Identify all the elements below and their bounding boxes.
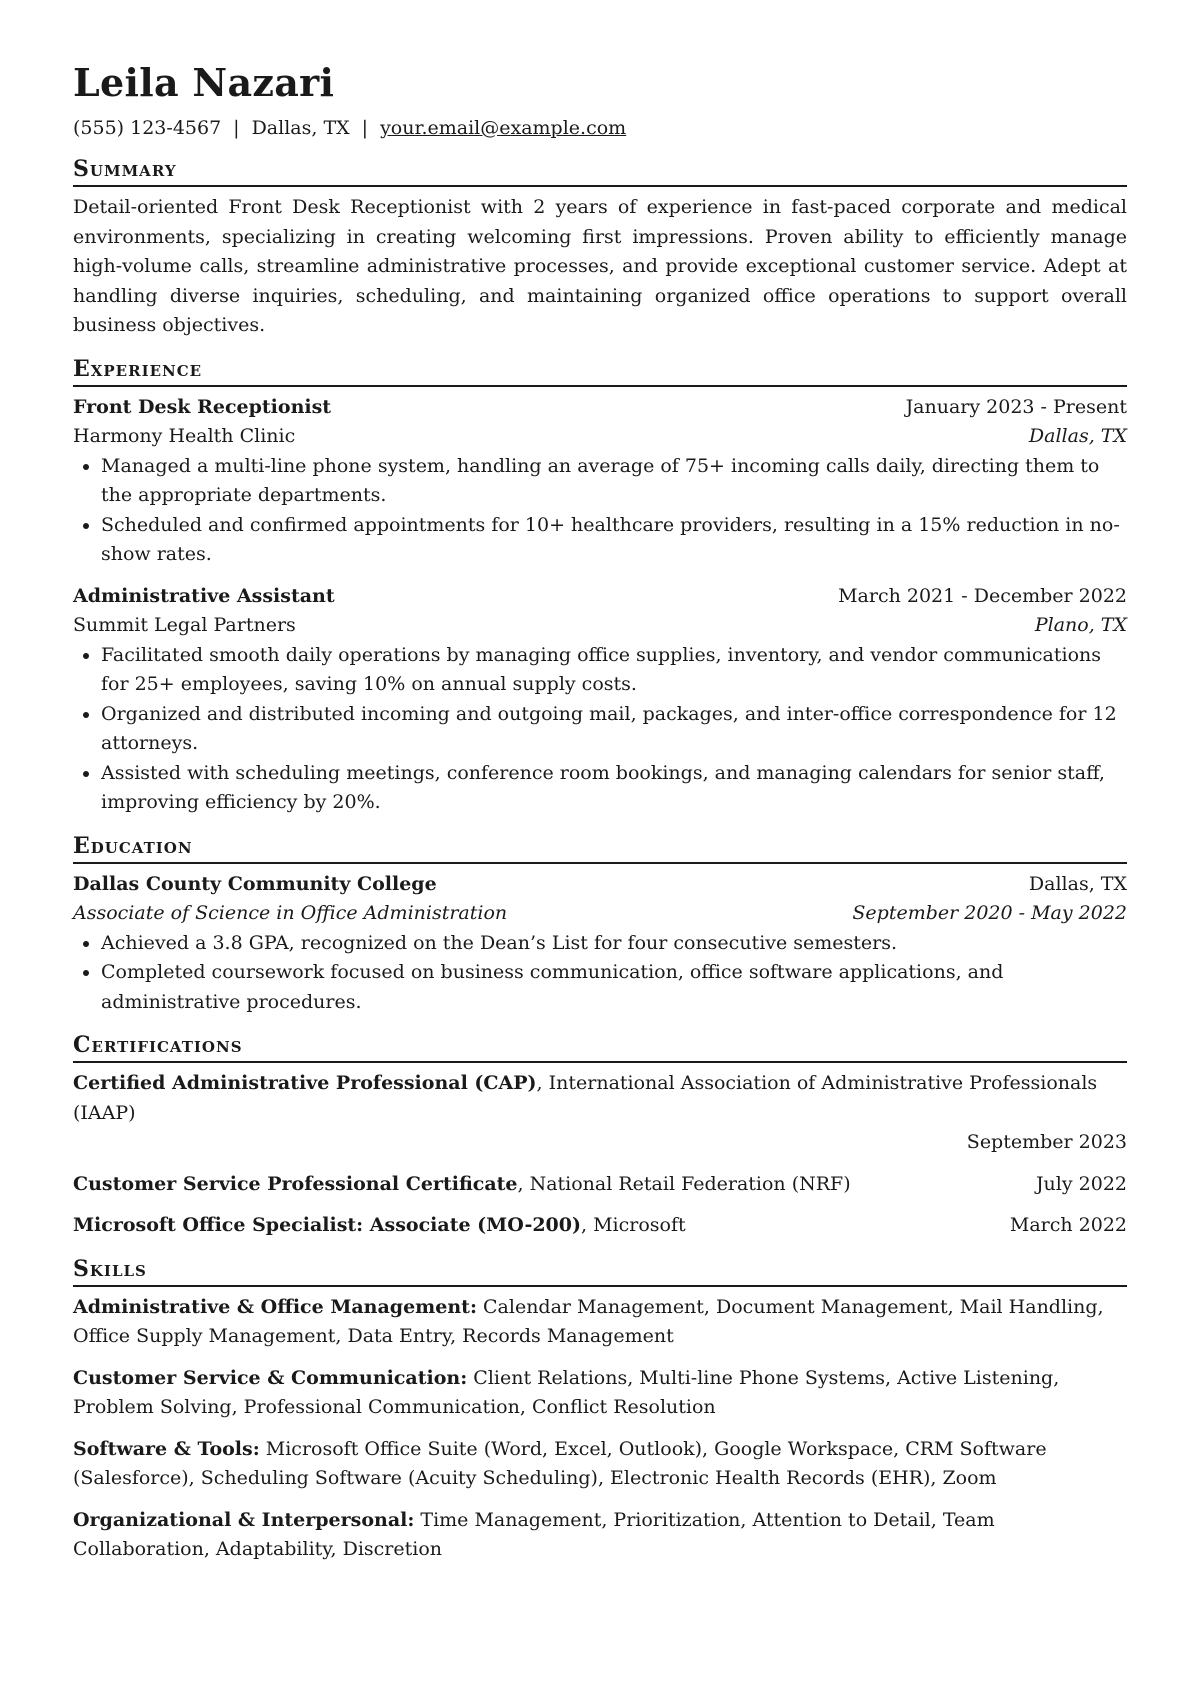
job-bullets xyxy=(73,641,1127,818)
education-section xyxy=(73,831,1127,1018)
certification-date: September 2023 xyxy=(966,1131,1127,1153)
certification-issuer: , International Association of Administrative Professionals (IAAP) xyxy=(73,1072,1098,1124)
bullet-item: • Assisted with scheduling meetings, conference room bookings, and managing calendars for senior staff, improving efficiency by 20%. xyxy=(101,759,1127,818)
job-company: Summit Legal Partners xyxy=(73,614,296,636)
bullet-item: • Organized and distributed incoming and outgoing mail, packages, and inter-office correspondence for 12 attorneys. xyxy=(101,700,1127,759)
school-name: Dallas County Community College xyxy=(73,872,437,895)
certification-issuer: , Microsoft xyxy=(581,1214,686,1236)
education-bullets xyxy=(73,929,1127,1018)
certification-name: Customer Service Professional Certificate xyxy=(73,1172,518,1195)
bullet-item: • Scheduled and confirmed appointments for 10+ healthcare providers, resulting in a 15% reduction in no-show rates. xyxy=(101,511,1127,570)
skill-group xyxy=(73,1506,1127,1565)
section-title-experience: Experience xyxy=(73,354,1127,387)
skill-group xyxy=(73,1293,1127,1352)
degree-name: Associate of Science in Office Administration xyxy=(73,902,508,924)
certifications-section xyxy=(73,1030,1127,1241)
skill-group-label: Software & Tools: xyxy=(73,1437,260,1460)
job-company: Harmony Health Clinic xyxy=(73,425,296,447)
skill-group-label: Customer Service & Communication: xyxy=(73,1366,468,1389)
bullet-item: • Achieved a 3.8 GPA, recognized on the Dean’s List for four consecutive semesters. xyxy=(101,929,1127,959)
skill-group-values: Time Management, Prioritization, Attention to Detail, Team Collaboration, Adaptability, Discretion xyxy=(73,1508,995,1560)
summary-section xyxy=(73,154,1127,341)
location: Dallas, TX xyxy=(251,117,350,139)
skill-group xyxy=(73,1435,1127,1494)
certification-entry xyxy=(73,1211,1127,1241)
skill-group-label: Organizational & Interpersonal: xyxy=(73,1508,415,1531)
bullet-item: • Managed a multi-line phone system, handling an average of 75+ incoming calls daily, directing them to the appropriate departments. xyxy=(101,452,1127,511)
section-title-certifications: Certifications xyxy=(73,1030,1127,1063)
job-entry xyxy=(73,582,1127,818)
school-location: Dallas, TX xyxy=(1028,872,1127,895)
skill-group-values: Calendar Management, Document Management, Mail Handling, Office Supply Management, Data Entry, Records Management xyxy=(73,1295,1104,1347)
section-title-summary: Summary xyxy=(73,154,1127,187)
job-dates: March 2021 - December 2022 xyxy=(838,584,1127,607)
summary-text: Detail-oriented Front Desk Receptionist with 2 years of experience in fast-paced corporate and medical environments, specializing in creating welcoming first impressions. Proven ability to efficiently manage high-volume calls, streamline administrative processes, and provide exceptional customer service. Adept at handling diverse inquiries, scheduling, and maintaining organized office operations to support overall business objectives. xyxy=(73,196,1127,336)
certification-date: March 2022 xyxy=(1009,1214,1127,1236)
job-entry xyxy=(73,393,1127,570)
certification-date: July 2022 xyxy=(1035,1172,1127,1195)
bullet-item: • Completed coursework focused on business communication, office software applications, and administrative procedures. xyxy=(101,958,1127,1017)
skill-group-label: Administrative & Office Management: xyxy=(73,1295,477,1318)
job-role: Front Desk Receptionist xyxy=(73,395,332,418)
email-link[interactable]: your.email@example.com xyxy=(380,117,627,139)
certification-name: Microsoft Office Specialist: Associate (MO-200) xyxy=(73,1214,581,1236)
skill-group xyxy=(73,1364,1127,1423)
section-title-education: Education xyxy=(73,831,1127,864)
phone: (555) 123-4567 xyxy=(73,117,222,139)
job-role: Administrative Assistant xyxy=(73,584,335,607)
skill-group-values: Client Relations, Multi-line Phone Systems, Active Listening, Problem Solving, Professional Communication, Conflict Resolution xyxy=(73,1366,1060,1418)
skill-group-values: Microsoft Office Suite (Word, Excel, Outlook), Google Workspace, CRM Software (Salesforce), Scheduling Software (Acuity Scheduling), Electronic Health Records (EHR), Zoom xyxy=(73,1437,1047,1489)
certification-issuer: , National Retail Federation (NRF) xyxy=(517,1172,851,1195)
contact-separator: | xyxy=(233,117,240,139)
certification-name: Certified Administrative Professional (CAP) xyxy=(73,1072,537,1094)
experience-section xyxy=(73,354,1127,818)
section-title-skills: Skills xyxy=(73,1254,1127,1287)
job-location: Plano, TX xyxy=(1034,614,1127,636)
contact-line xyxy=(73,115,1127,141)
certification-entry xyxy=(73,1170,1127,1200)
certification-entry xyxy=(73,1069,1127,1158)
resume-page xyxy=(73,55,1127,1577)
job-bullets xyxy=(73,452,1127,570)
job-dates: January 2023 - Present xyxy=(905,395,1127,418)
candidate-name: Leila Nazari xyxy=(73,60,335,105)
bullet-item: • Facilitated smooth daily operations by managing office supplies, inventory, and vendor communications for 25+ employees, saving 10% on annual supply costs. xyxy=(101,641,1127,700)
job-location: Dallas, TX xyxy=(1028,425,1127,447)
contact-separator: | xyxy=(361,117,369,139)
skills-section xyxy=(73,1254,1127,1565)
education-dates: September 2020 - May 2022 xyxy=(852,902,1127,924)
